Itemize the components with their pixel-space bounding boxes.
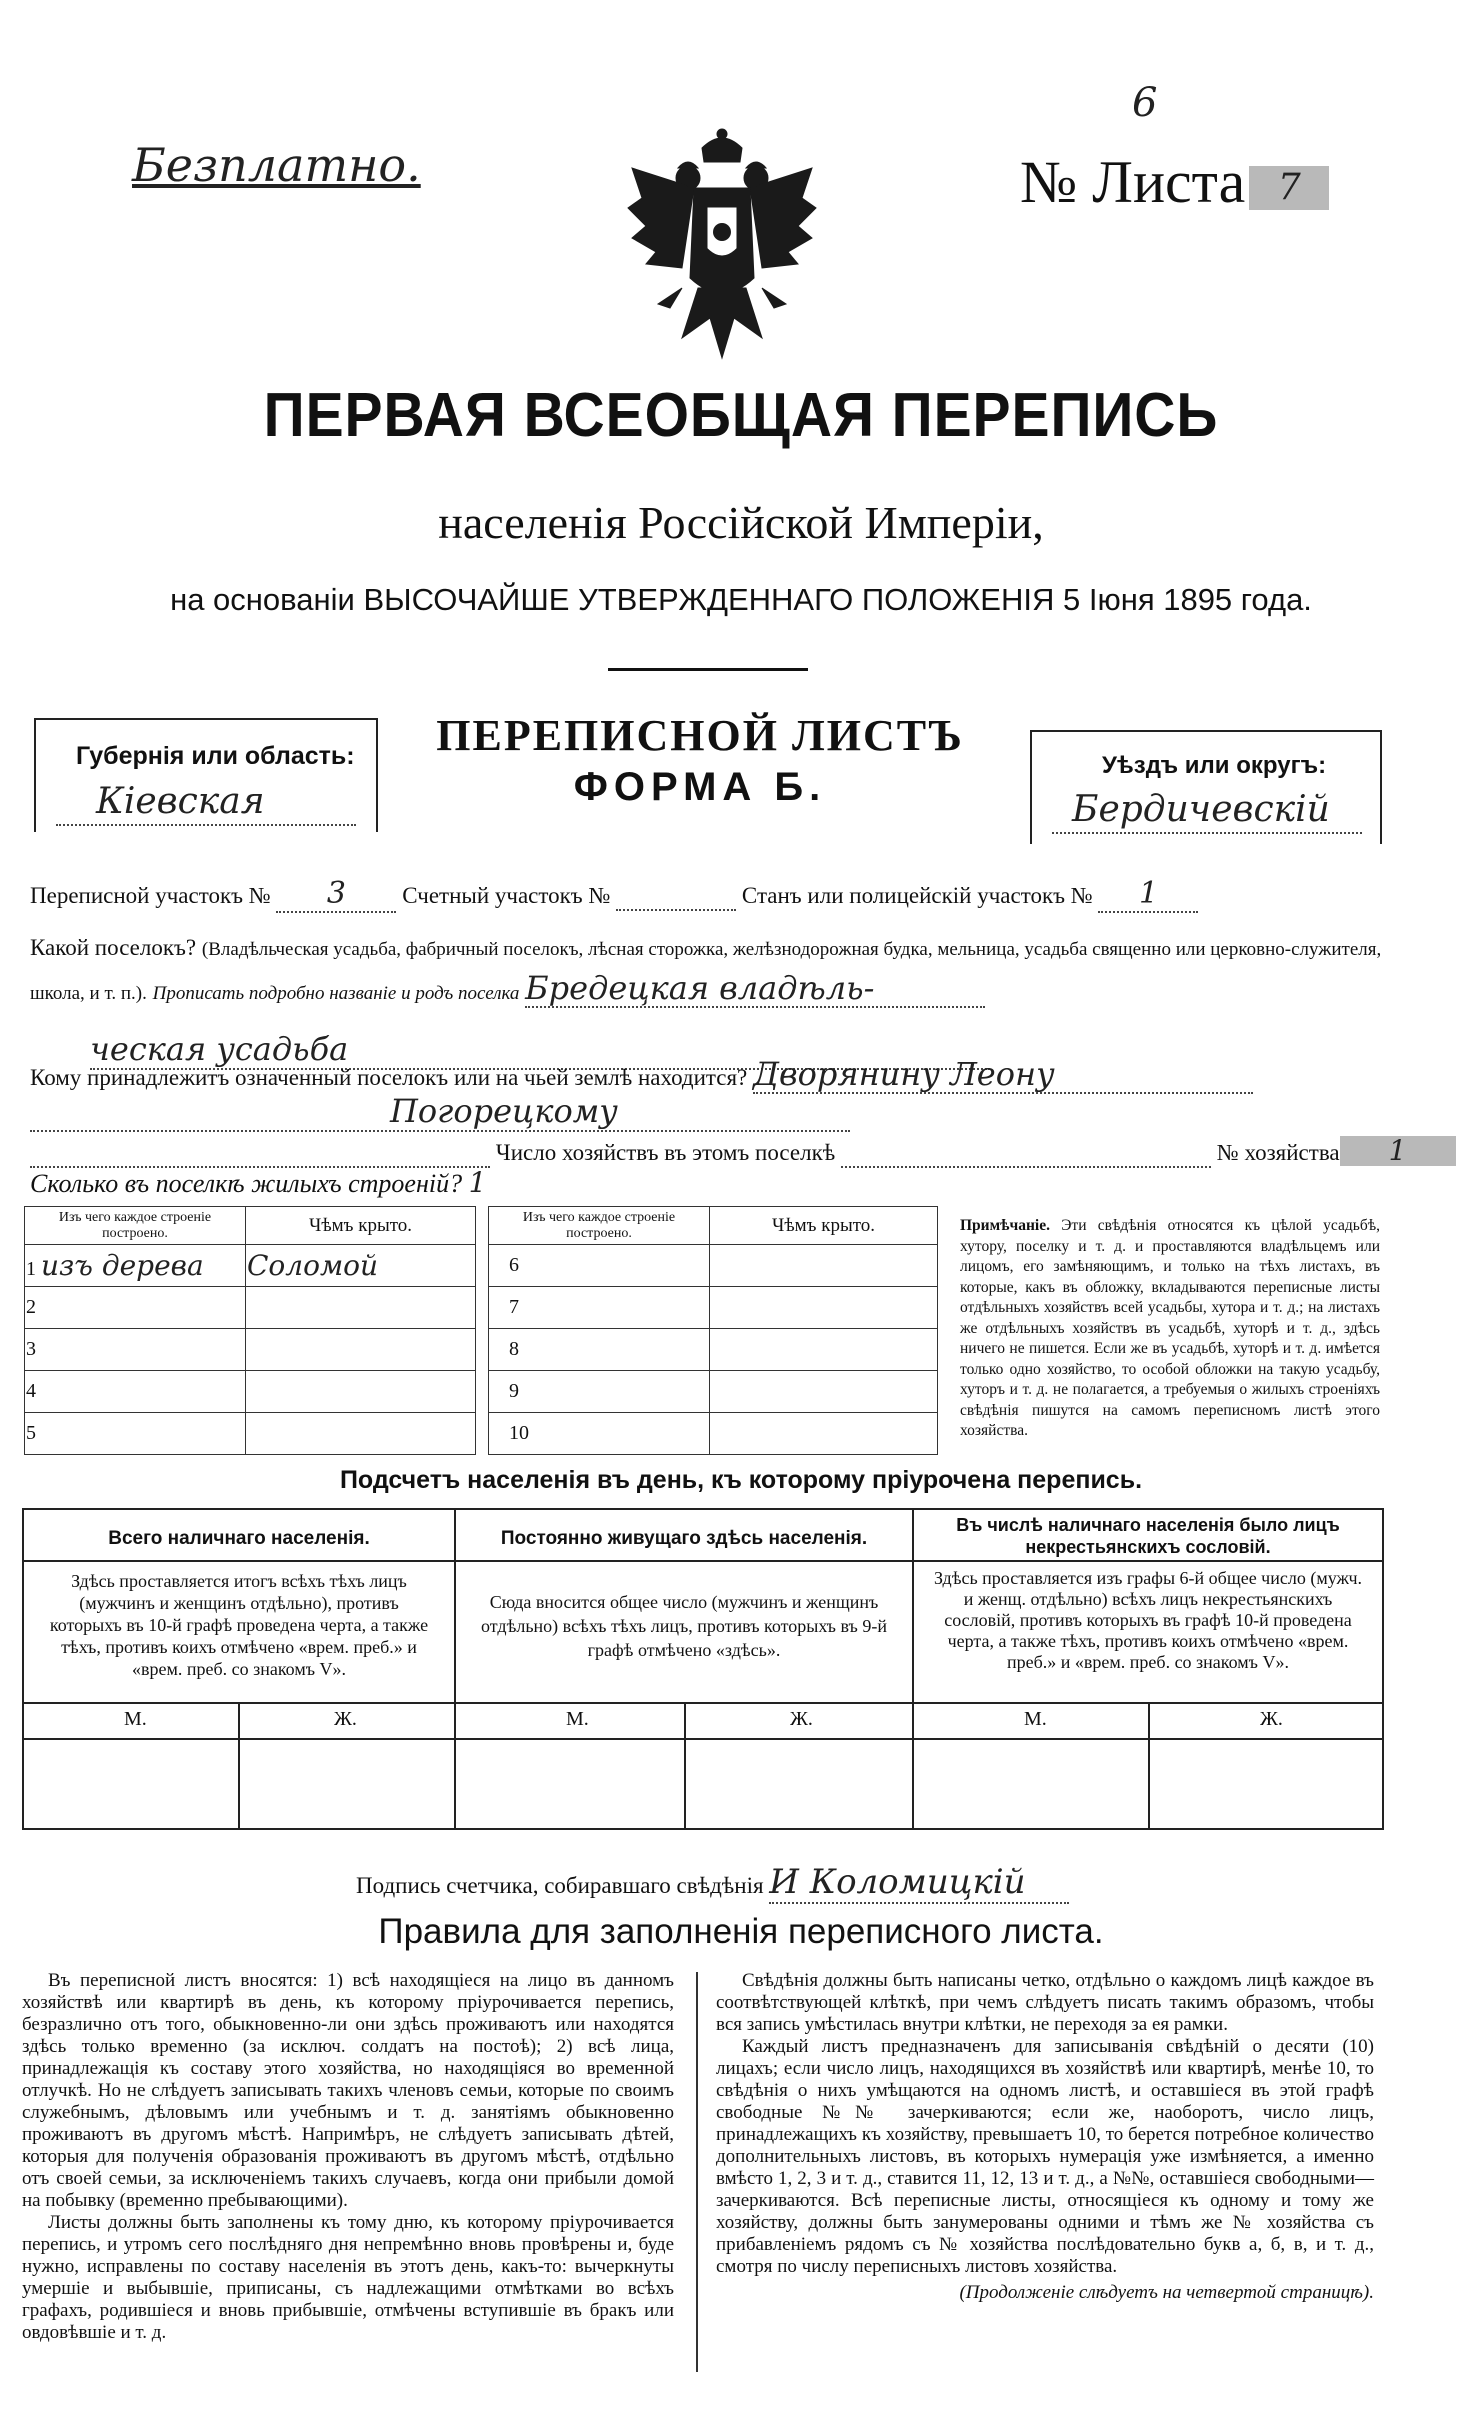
row-roof: Соломой — [246, 1245, 476, 1287]
province-box — [34, 718, 378, 832]
row-number: 3 — [26, 1338, 36, 1360]
buildings-note — [960, 1216, 1380, 1442]
sheet-number-label: № Листа — [1020, 149, 1246, 215]
rules-left-para-2: Листы должны быть заполнены къ тому дню, къ которому пріурочивается перепись, и утромъ сего послѣдняго дня непремѣнно вновь провѣрены и, буде нужно, исправлены по составу населенія въ этотъ день, какъ-то: вычеркнуты умершіе и выбывшіе, приписаны, съ надлежащими отмѣтками во всѣхъ графахъ, родившіеся и вновь прибывшіе, отмѣчены вступившіе въ бракъ или овдовѣвшіе и т. д. — [22, 2212, 674, 2343]
row-number: 10 — [509, 1422, 529, 1444]
col-roof-header: Чѣмъ крыто. — [246, 1207, 476, 1245]
rules-left-para-1: Въ переписной листъ вносятся: 1) всѣ находящіеся на лицо въ данномъ хозяйствѣ или квартирѣ въ день, къ которому пріурочивается перепись, безразлично отъ того, обыкновенно-ли они здѣсь проживаютъ или находятся здѣсь только временно (за исключ. солдатъ на постоѣ); 2) всѣ лица, принадлежащія къ составу этого хозяйства, но находящіяся во временной отлучкѣ. Но не слѣдуетъ записывать такихъ членовъ семьи, которые по своимъ служебнымъ, дѣловымъ или учебнымъ и т. д. занятіямъ обыкновенно проживаютъ въ другомъ мѣстѣ. Напримѣръ, не слѣдуетъ записывать дѣтей, которыя для полученія образованія проживаютъ въ другомъ мѣстѣ, отдѣльно отъ своей семьи, за исключеніемъ такихъ случаевъ, когда они прибыли домой на побывку (временно пребывающими). — [22, 1970, 674, 2211]
sheet-number-value: 7 — [1249, 166, 1329, 210]
rules-heading: Правила для заполненія переписного листа. — [378, 1912, 1104, 1951]
form-name: ПЕРЕПИСНОЙ ЛИСТЪ — [436, 711, 964, 760]
row-number: 4 — [26, 1380, 36, 1402]
stan-label: Станъ или полицейскій участокъ № — [741, 883, 1093, 908]
free-label: Безплатно. — [132, 138, 421, 192]
population-col-nonpeasant — [914, 1510, 1382, 1828]
buildings-line — [30, 1166, 486, 1199]
households-line — [30, 1136, 1410, 1168]
rules-right-column — [716, 1970, 1374, 2304]
note-text: Эти свѣдѣнія относятся къ цѣлой усадьбѣ, хутору, поселку и т. д. и проставляются владѣльцемъ или лицомъ, его замѣняющимъ, и только на тѣхъ листахъ, въ которые, какъ въ обложку, вкладываются переписные листы отдѣльныхъ хозяйствъ всей усадьбы, хутора и т. д.; на листахъ же отдѣльныхъ хозяйствъ въ усадьбѣ, хуторѣ и т. д., здѣсь ничего не пишется. Если же въ усадьбѣ, хуторѣ и т. д. имѣется только одно хозяйство, то особой обложки на такую усадьбу, хуторъ и т. д. не полагается, а требуемыя о жилыхъ строеніяхъ свѣдѣнія пишутся на самомъ переписномъ листѣ этого хозяйства. — [960, 1217, 1380, 1439]
note-title: Примѣчаніе. — [960, 1217, 1050, 1234]
male-label: М. — [1024, 1708, 1047, 1730]
col-roof-header: Чѣмъ крыто. — [710, 1207, 938, 1245]
rules-continued: (Продолженіе слѣдуетъ на четвертой страницѣ). — [959, 2282, 1374, 2303]
count-area-value — [616, 883, 736, 911]
row-number: 2 — [26, 1296, 36, 1318]
rules-right-para-2: Каждый листъ предназначенъ для записыванія свѣдѣній о десяти (10) лицахъ; если число лицъ, находящихся въ хозяйствѣ или квартирѣ, менѣе 10, то свѣдѣнія о нихъ умѣщаются на одномъ листѣ, и оставшіеся въ этой графѣ свободные №№ зачеркиваются; если же, наоборотъ, число лицъ, принадлежащихъ къ хозяйству, превышаетъ 10, то берется потребное количество дополнительныхъ листовъ, въ которыхъ нумерація уже измѣняется, а именно вмѣсто 1, 2, 3 и т. д., ставится 11, 12, 13 и т. д., а №№, оставшіеся свободными—зачеркиваются. Всѣ переписные листы, относящіеся къ одному и тому же хозяйству, должны быть занумерованы одними и тѣмъ же № хозяйства съ прибавленіемъ рядомъ съ № хозяйства послѣдовательно букв а, б, в, и т. д., смотря по числу переписныхъ листовъ хозяйства. — [716, 2036, 1374, 2277]
page-subtitle: населенія Россійской Имперіи, — [438, 497, 1044, 548]
district-box — [1030, 730, 1382, 844]
settlement-value-2: ческая усадьба — [90, 1030, 990, 1070]
census-area-value: 3 — [276, 876, 396, 913]
signature-value: И Коломицкій — [769, 1862, 1069, 1904]
households-value — [841, 1140, 1211, 1168]
basis-line: на основаніи ВЫСОЧАЙШЕ УТВЕРЖДЕННАГО ПОЛОЖЕНІЯ 5 Іюня 1895 года. — [170, 582, 1312, 617]
female-label: Ж. — [334, 1708, 357, 1730]
owner-line — [30, 1056, 1430, 1094]
household-no-label: № хозяйства — [1216, 1140, 1340, 1165]
corner-mark: 6 — [1132, 80, 1158, 126]
district-value: Бердичевскій — [1052, 788, 1362, 834]
female-label: Ж. — [790, 1708, 813, 1730]
rules-left-column — [22, 1970, 674, 2344]
double-headed-eagle-icon — [622, 128, 822, 368]
households-label: Число хозяйствъ въ этомъ поселкѣ — [495, 1140, 836, 1165]
rules-right-para-1: Свѣдѣнія должны быть написаны четко, отдѣльно о каждомъ лицѣ каждое въ соотвѣтствующей клѣткѣ, при чемъ слѣдуетъ писать такимъ образомъ, чтобы вся запись умѣстилась внутри клѣтки, не переходя за ея рамки. — [716, 1970, 1374, 2035]
district-label: Уѣздъ или округъ: — [1102, 752, 1327, 779]
row-number: 5 — [26, 1422, 36, 1444]
buildings-table-right — [488, 1206, 938, 1455]
col-text: Здѣсь проставляется итогъ всѣхъ тѣхъ лицъ (мужчинъ и женщинъ отдѣльно), противъ которыхъ въ 10-й графѣ проведена черта, а также тѣхъ, противъ коихъ отмѣчено «врем. преб.» и «врем. преб. со знакомъ V». — [49, 1571, 429, 1679]
female-label: Ж. — [1260, 1708, 1283, 1730]
buildings-table-left — [24, 1206, 476, 1455]
population-col-total — [24, 1510, 456, 1828]
count-area-label: Счетный участокъ № — [402, 883, 611, 908]
row-number: 1 — [26, 1258, 36, 1280]
owner-value-2: Погорецкому — [30, 1092, 850, 1132]
row-material: изъ дерева — [41, 1249, 204, 1282]
buildings-value: 1 — [468, 1166, 487, 1199]
settlement-block — [30, 926, 1420, 1014]
sheet-number — [1020, 148, 1329, 217]
form-type: ФОРМА Б. — [573, 765, 827, 809]
settlement-hint-italic: Прописать подробно названіе и родъ поселка — [152, 983, 520, 1004]
col-title: Всего наличнаго населенія. — [108, 1528, 370, 1549]
buildings-label: Сколько въ поселкѣ жилыхъ строеній? — [30, 1169, 463, 1198]
population-heading: Подсчетъ населенія въ день, къ которому пріурочена перепись. — [339, 1466, 1143, 1494]
row-number: 6 — [509, 1254, 519, 1276]
signature-label: Подпись счетчика, собиравшаго свѣдѣнія — [356, 1873, 764, 1898]
row-number: 9 — [509, 1380, 519, 1402]
row-number: 8 — [509, 1338, 519, 1360]
male-label: М. — [566, 1708, 589, 1730]
row-number: 7 — [509, 1296, 519, 1318]
population-col-permanent — [456, 1510, 914, 1828]
signature-line — [356, 1862, 1069, 1904]
col-material-header: Изъ чего каждое строеніе построено. — [489, 1207, 710, 1245]
col-text: Сюда вносится общее число (мужчинъ и женщинъ отдѣльно) всѣхъ тѣхъ лицъ, противъ которыхъ въ 9-й графѣ отмѣчено «здѣсь». — [481, 1592, 887, 1660]
province-value: Кіевская — [56, 780, 356, 826]
divider — [608, 668, 808, 671]
owner-value-1: Дворянину Леону — [753, 1056, 1253, 1094]
settlement-hint: (Владѣльческая усадьба, фабричный поселокъ, лѣсная сторожка, желѣзнодорожная будка, мельница, усадьба священно или церковно-служителя, школа, и т. п.). — [30, 939, 1382, 1004]
col-text: Здѣсь проставляется изъ графы 6-й общее число (мужч. и женщ. отдѣльно) всѣхъ лицъ некрестьянскихъ сословій, противъ которыхъ въ графѣ 10-й проведена черта, а также тѣхъ, противъ коихъ отмѣчено «врем. преб.» и «врем. преб. со знакомъ V». — [933, 1568, 1363, 1672]
stan-value: 1 — [1098, 876, 1198, 913]
population-table — [22, 1508, 1384, 1830]
page-title: ПЕРВАЯ ВСЕОБЩАЯ ПЕРЕПИСЬ — [263, 381, 1219, 450]
household-no-value: 1 — [1340, 1136, 1456, 1166]
form-title-block — [390, 710, 1010, 810]
owner-label: Кому принадлежитъ означенный поселокъ или на чьей землѣ находится? — [30, 1065, 748, 1090]
col-material-header: Изъ чего каждое строеніе построено. — [25, 1207, 246, 1245]
census-area-label: Переписной участокъ № — [30, 883, 271, 908]
male-label: М. — [124, 1708, 147, 1730]
column-divider — [696, 1972, 698, 2372]
province-label: Губернія или область: — [76, 742, 355, 770]
census-area-line — [30, 876, 1450, 913]
col-title: Постоянно живущаго здѣсь населенія. — [500, 1528, 868, 1549]
settlement-value-1: Бредецкая владѣль- — [525, 970, 985, 1008]
settlement-label: Какой поселокъ? — [30, 935, 197, 960]
col-title: Въ числѣ наличнаго населенія было лицъ некрестьянскихъ сословій. — [956, 1515, 1340, 1557]
